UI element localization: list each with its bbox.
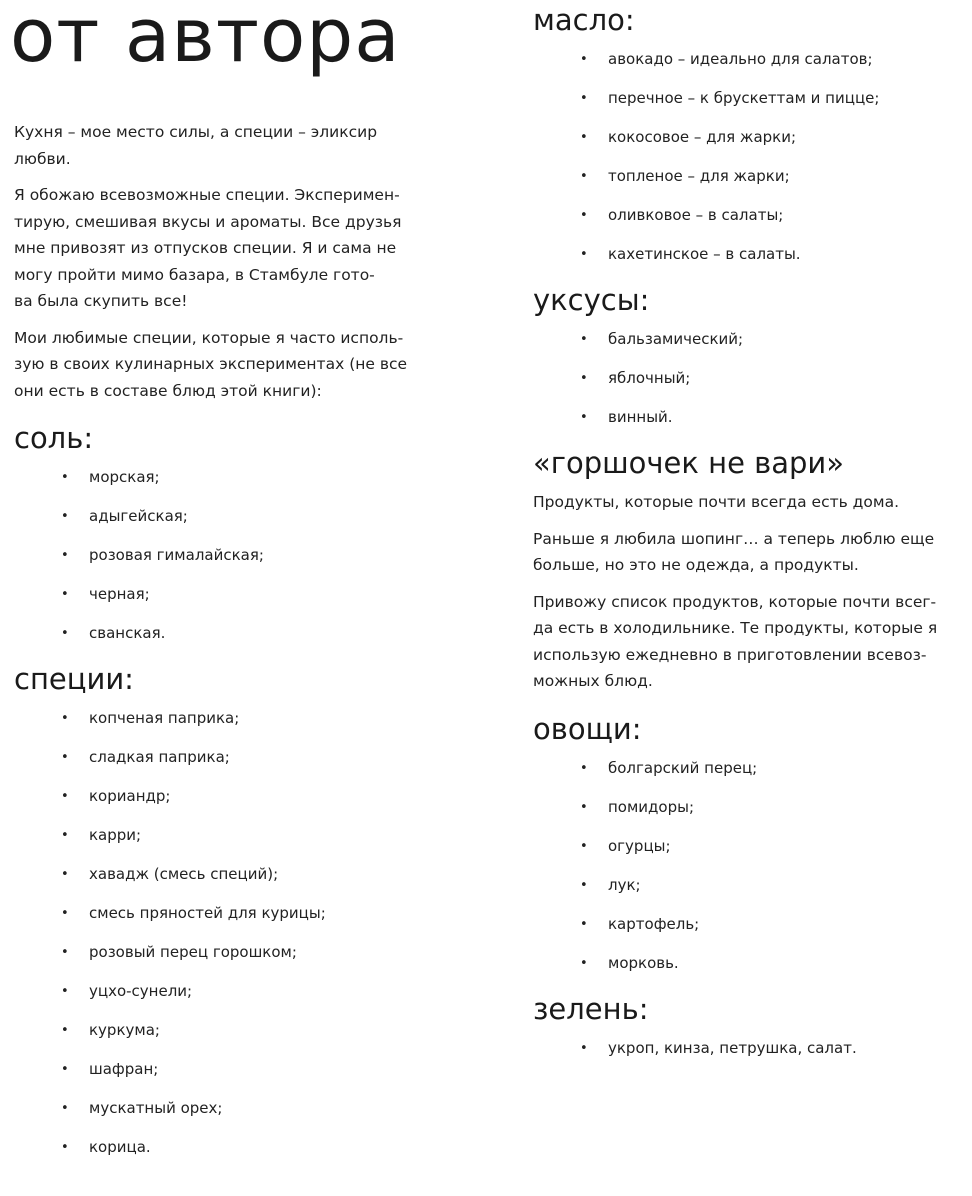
list-item xyxy=(14,972,434,1011)
list-item xyxy=(533,40,963,79)
greens-list xyxy=(533,1029,963,1068)
list-item xyxy=(533,827,963,866)
bullet-icon: • xyxy=(580,838,588,854)
bullet-icon: • xyxy=(61,906,69,921)
list-item-text: кориандр; xyxy=(89,787,171,805)
list-item xyxy=(533,118,963,157)
text-line: ва была скупить все! xyxy=(14,292,188,310)
list-item-text: смесь пряностей для курицы; xyxy=(89,904,326,922)
list-item-text: морковь. xyxy=(608,953,679,972)
list-item-text: адыгейская; xyxy=(89,507,188,525)
list-item xyxy=(14,1050,434,1089)
bullet-icon: • xyxy=(580,247,588,262)
list-item xyxy=(533,905,963,944)
bullet-icon: • xyxy=(61,1062,69,1077)
list-item-text: хавадж (смесь специй); xyxy=(89,865,279,883)
bullet-icon: • xyxy=(580,1040,588,1056)
spices-list xyxy=(14,699,434,1167)
list-item-text: авокадо – идеально для салатов; xyxy=(608,50,873,68)
list-item-text: морская; xyxy=(89,468,160,486)
list-item xyxy=(14,575,434,614)
list-item-text: помидоры; xyxy=(608,797,695,816)
list-item-text: оливковое – в салаты; xyxy=(608,206,784,224)
list-item-text: бальзамический; xyxy=(608,330,744,348)
intro-paragraph-1 xyxy=(14,119,434,172)
bullet-icon: • xyxy=(580,371,588,386)
bullet-icon: • xyxy=(61,750,69,765)
list-item xyxy=(14,1011,434,1050)
oil-heading: масло: xyxy=(533,3,635,37)
list-item-text: винный. xyxy=(608,408,673,426)
vinegars-heading: уксусы: xyxy=(533,283,650,317)
list-item xyxy=(14,497,434,536)
bullet-icon: • xyxy=(580,208,588,223)
pot-paragraph-1 xyxy=(533,489,963,516)
vegetables-list xyxy=(533,749,963,983)
list-item xyxy=(533,1029,963,1068)
list-item xyxy=(533,398,963,437)
list-item xyxy=(533,157,963,196)
bullet-icon: • xyxy=(580,332,588,347)
list-item xyxy=(14,536,434,575)
list-item xyxy=(533,79,963,118)
list-item-text: карри; xyxy=(89,826,142,844)
list-item-text: розовая гималайская; xyxy=(89,546,264,564)
list-item-text: куркума; xyxy=(89,1021,160,1039)
bullet-icon: • xyxy=(580,169,588,184)
list-item xyxy=(14,777,434,816)
list-item xyxy=(14,894,434,933)
list-item-text: сванская. xyxy=(89,624,166,642)
list-item xyxy=(533,944,963,983)
list-item xyxy=(533,749,963,788)
spices-heading: специи: xyxy=(14,662,134,696)
bullet-icon: • xyxy=(580,760,588,776)
bullet-icon: • xyxy=(61,984,69,999)
list-item-text: перечное – к брускеттам и пицце; xyxy=(608,89,880,107)
list-item-text: мускатный орех; xyxy=(89,1099,223,1117)
text-line: тирую, смешивая вкусы и ароматы. Все друзья xyxy=(14,212,402,231)
greens-heading: зелень: xyxy=(533,991,649,1026)
list-item xyxy=(14,458,434,497)
bullet-icon: • xyxy=(61,587,69,602)
bullet-icon: • xyxy=(61,470,69,485)
salt-list xyxy=(14,458,434,653)
list-item-text: корица. xyxy=(89,1138,151,1156)
bullet-icon: • xyxy=(61,509,69,524)
list-item xyxy=(533,866,963,905)
list-item-text: топленое – для жарки; xyxy=(608,167,790,185)
text-line: могу пройти мимо базара, в Стамбуле гото- xyxy=(14,265,375,284)
bullet-icon: • xyxy=(580,799,588,815)
intro-paragraph-3 xyxy=(14,325,434,405)
list-item-text: сладкая паприка; xyxy=(89,748,230,766)
bullet-icon: • xyxy=(580,130,588,145)
list-item-text: копченая паприка; xyxy=(89,709,240,727)
bullet-icon: • xyxy=(61,945,69,960)
bullet-icon: • xyxy=(580,877,588,893)
text-line: любви. xyxy=(14,149,71,168)
list-item xyxy=(14,855,434,894)
list-item xyxy=(533,235,963,274)
list-item xyxy=(14,816,434,855)
bullet-icon: • xyxy=(580,916,588,932)
list-item xyxy=(14,933,434,972)
text-line: Раньше я любила шопинг… а теперь люблю еще xyxy=(533,529,935,548)
right-column xyxy=(533,0,963,1068)
text-line: мне привозят из отпусков специи. Я и сама не xyxy=(14,239,397,257)
bullet-icon: • xyxy=(61,828,69,843)
list-item-text: огурцы; xyxy=(608,836,671,855)
text-line: использую ежедневно в приготовлении всевоз- xyxy=(533,645,927,664)
text-line: зую в своих кулинарных экспериментах (не все xyxy=(14,355,408,373)
list-item xyxy=(14,699,434,738)
text-line: Я обожаю всевозможные специи. Эксперимен- xyxy=(14,186,400,204)
bullet-icon: • xyxy=(580,52,588,67)
pot-heading: «горшочек не вари» xyxy=(533,446,844,480)
vegetables-heading: овощи: xyxy=(533,711,642,746)
bullet-icon: • xyxy=(580,955,588,971)
vinegars-list xyxy=(533,320,963,437)
list-item-text: кокосовое – для жарки; xyxy=(608,128,797,146)
text-line: Продукты, которые почти всегда есть дома. xyxy=(533,493,899,511)
list-item xyxy=(14,614,434,653)
bullet-icon: • xyxy=(61,626,69,641)
list-item-text: розовый перец горошком; xyxy=(89,943,297,961)
list-item xyxy=(14,1089,434,1128)
pot-paragraph-2 xyxy=(533,526,963,579)
list-item-text: болгарский перец; xyxy=(608,758,758,777)
list-item-text: уцхо-сунели; xyxy=(89,982,193,1000)
pot-paragraph-3 xyxy=(533,589,963,695)
bullet-icon: • xyxy=(61,789,69,804)
text-line: Кухня – мое место силы, а специи – эликсир xyxy=(14,123,378,141)
list-item-text: лук; xyxy=(608,875,641,894)
bullet-icon: • xyxy=(61,1023,69,1038)
list-item xyxy=(533,359,963,398)
oil-list xyxy=(533,40,963,274)
list-item-text: шафран; xyxy=(89,1060,159,1078)
bullet-icon: • xyxy=(61,711,69,726)
list-item-text: картофель; xyxy=(608,914,700,933)
text-line: Привожу список продуктов, которые почти всег- xyxy=(533,592,937,611)
list-item-text: черная; xyxy=(89,585,150,603)
bullet-icon: • xyxy=(61,548,69,563)
bullet-icon: • xyxy=(61,1140,69,1155)
list-item xyxy=(533,320,963,359)
bullet-icon: • xyxy=(580,91,588,106)
intro-paragraph-2 xyxy=(14,182,434,315)
text-line: больше, но это не одежда, а продукты. xyxy=(533,556,859,574)
list-item xyxy=(14,1128,434,1167)
salt-heading: соль: xyxy=(14,421,94,455)
text-line: можных блюд. xyxy=(533,672,653,690)
list-item xyxy=(533,196,963,235)
text-line: да есть в холодильнике. Те продукты, которые я xyxy=(533,619,938,637)
bullet-icon: • xyxy=(580,410,588,425)
page-title: от автора xyxy=(10,0,401,79)
list-item-text: яблочный; xyxy=(608,369,691,387)
text-line: Мои любимые специи, которые я часто исполь- xyxy=(14,328,404,347)
bullet-icon: • xyxy=(61,867,69,882)
list-item-text: укроп, кинза, петрушка, салат. xyxy=(608,1038,857,1057)
text-line: они есть в составе блюд этой книги): xyxy=(14,381,322,400)
list-item-text: кахетинское – в салаты. xyxy=(608,245,801,263)
bullet-icon: • xyxy=(61,1101,69,1116)
left-column xyxy=(14,119,434,1167)
list-item xyxy=(14,738,434,777)
list-item xyxy=(533,788,963,827)
